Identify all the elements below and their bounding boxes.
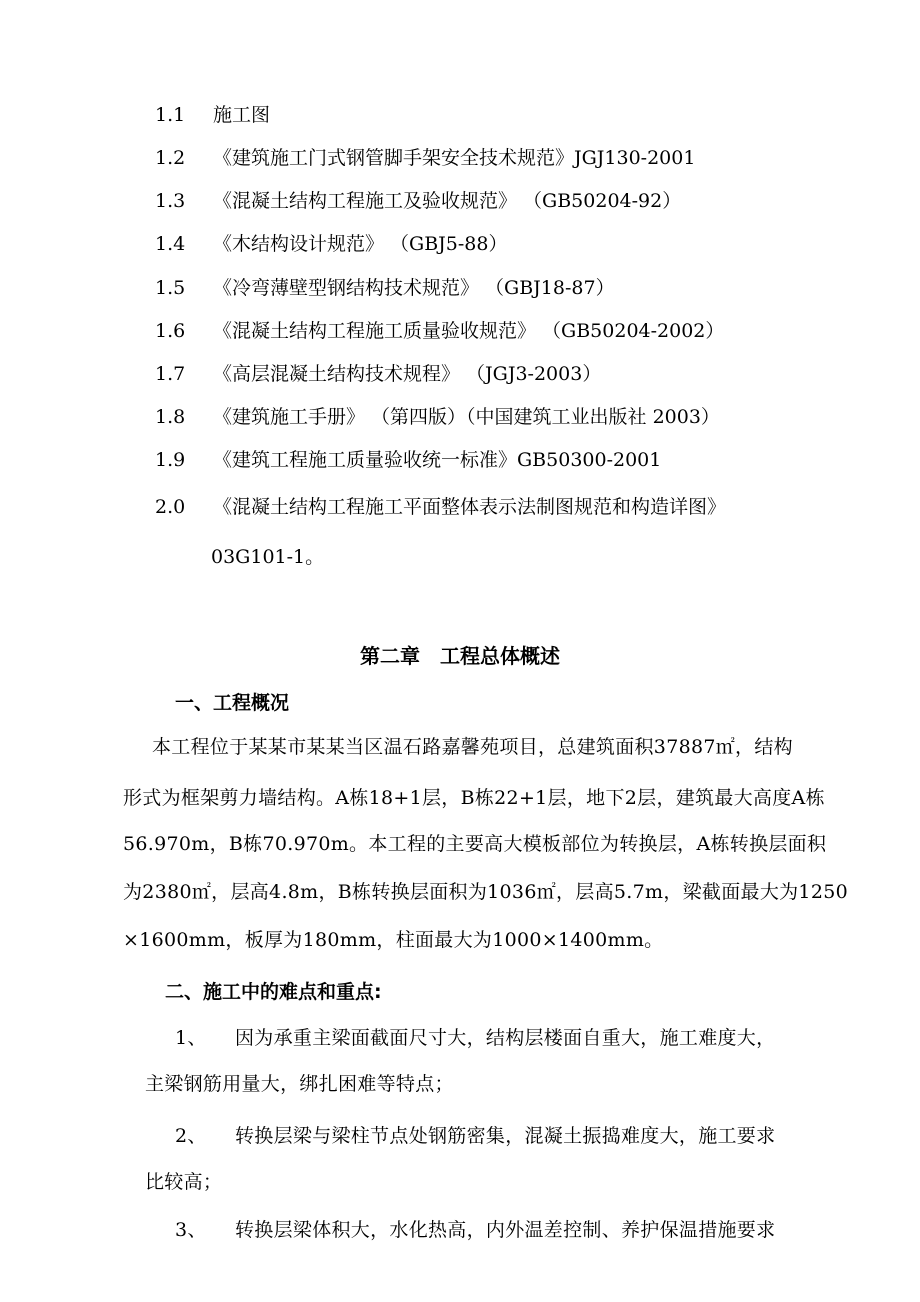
- section-title: 一、工程概况: [175, 692, 290, 714]
- reference-item: [155, 232, 507, 256]
- list-item: [175, 1124, 905, 1148]
- list-item-number: 3、: [175, 1219, 207, 1241]
- reference-text: 《冷弯薄壁型钢结构技术规范》 （GBJ18-87）: [213, 277, 615, 299]
- reference-number: 1.9: [155, 449, 186, 471]
- reference-item: [155, 362, 601, 386]
- reference-number: 1.5: [155, 277, 186, 299]
- list-item-continuation: 主梁钢筋用量大，绑扎困难等特点；: [145, 1073, 454, 1095]
- reference-number: 2.0: [155, 496, 186, 518]
- paragraph-line: ×1600mm，板厚为180mm，柱面最大为1000×1400mm。: [123, 929, 664, 951]
- reference-number: 1.6: [155, 320, 186, 342]
- list-item-text: 因为承重主梁面截面尺寸大，结构层楼面自重大，施工难度大，: [235, 1027, 776, 1049]
- list-item-number: 2、: [175, 1125, 207, 1147]
- reference-text: 《混凝土结构工程施工及验收规范》 （GB50204-92）: [213, 190, 682, 212]
- reference-item: [155, 103, 270, 127]
- reference-number: 1.8: [155, 406, 186, 428]
- paragraph-line: 本工程位于某某市某某当区温石路嘉馨苑项目，总建筑面积37887㎡，结构: [152, 736, 793, 758]
- reference-item: [155, 276, 615, 300]
- list-item-number: 1、: [175, 1027, 207, 1049]
- reference-number: 1.2: [155, 147, 186, 169]
- list-item: [175, 1026, 905, 1050]
- reference-item: [155, 495, 726, 519]
- paragraph-line: 为2380㎡，层高4.8m，B栋转换层面积为1036㎡，层高5.7m，梁截面最大为1250: [123, 881, 848, 903]
- reference-text: 《高层混凝土结构技术规程》 （JGJ3-2003）: [213, 363, 602, 385]
- paragraph-line: 形式为框架剪力墙结构。A栋18+1层，B栋22+1层，地下2层，建筑最大高度A栋: [123, 787, 825, 809]
- reference-item: [155, 448, 661, 472]
- reference-text: 《建筑施工手册》 （第四版）（中国建筑工业出版社 2003）: [213, 406, 720, 428]
- paragraph-line: 56.970m，B栋70.970m。本工程的主要高大模板部位为转换层，A栋转换层面积: [123, 833, 827, 855]
- reference-item: [155, 189, 681, 213]
- chapter-title: 第二章 工程总体概述: [360, 644, 560, 668]
- reference-continuation: 03G101-1。: [211, 546, 325, 568]
- reference-item: [155, 405, 720, 429]
- section-title: 二、施工中的难点和重点:: [165, 981, 382, 1003]
- reference-number: 1.4: [155, 233, 186, 255]
- reference-text: 施工图: [213, 104, 271, 126]
- reference-number: 1.7: [155, 363, 186, 385]
- reference-text: 《木结构设计规范》 （GBJ5-88）: [213, 233, 508, 255]
- list-item-text: 转换层梁体积大，水化热高，内外温差控制、养护保温措施要求: [235, 1219, 776, 1241]
- list-item-continuation: 比较高；: [145, 1171, 223, 1193]
- reference-item: [155, 146, 695, 170]
- list-item: [175, 1218, 905, 1242]
- reference-text: 《混凝土结构工程施工质量验收规范》 （GB50204-2002）: [213, 320, 725, 342]
- reference-text: 《建筑施工门式钢管脚手架安全技术规范》JGJ130-2001: [213, 147, 696, 169]
- reference-number: 1.3: [155, 190, 186, 212]
- reference-text: 《混凝土结构工程施工平面整体表示法制图规范和构造详图》: [213, 496, 727, 518]
- reference-number: 1.1: [155, 104, 186, 126]
- reference-item: [155, 319, 724, 343]
- list-item-text: 转换层梁与梁柱节点处钢筋密集，混凝土振捣难度大，施工要求: [235, 1125, 776, 1147]
- reference-text: 《建筑工程施工质量验收统一标准》GB50300-2001: [213, 449, 662, 471]
